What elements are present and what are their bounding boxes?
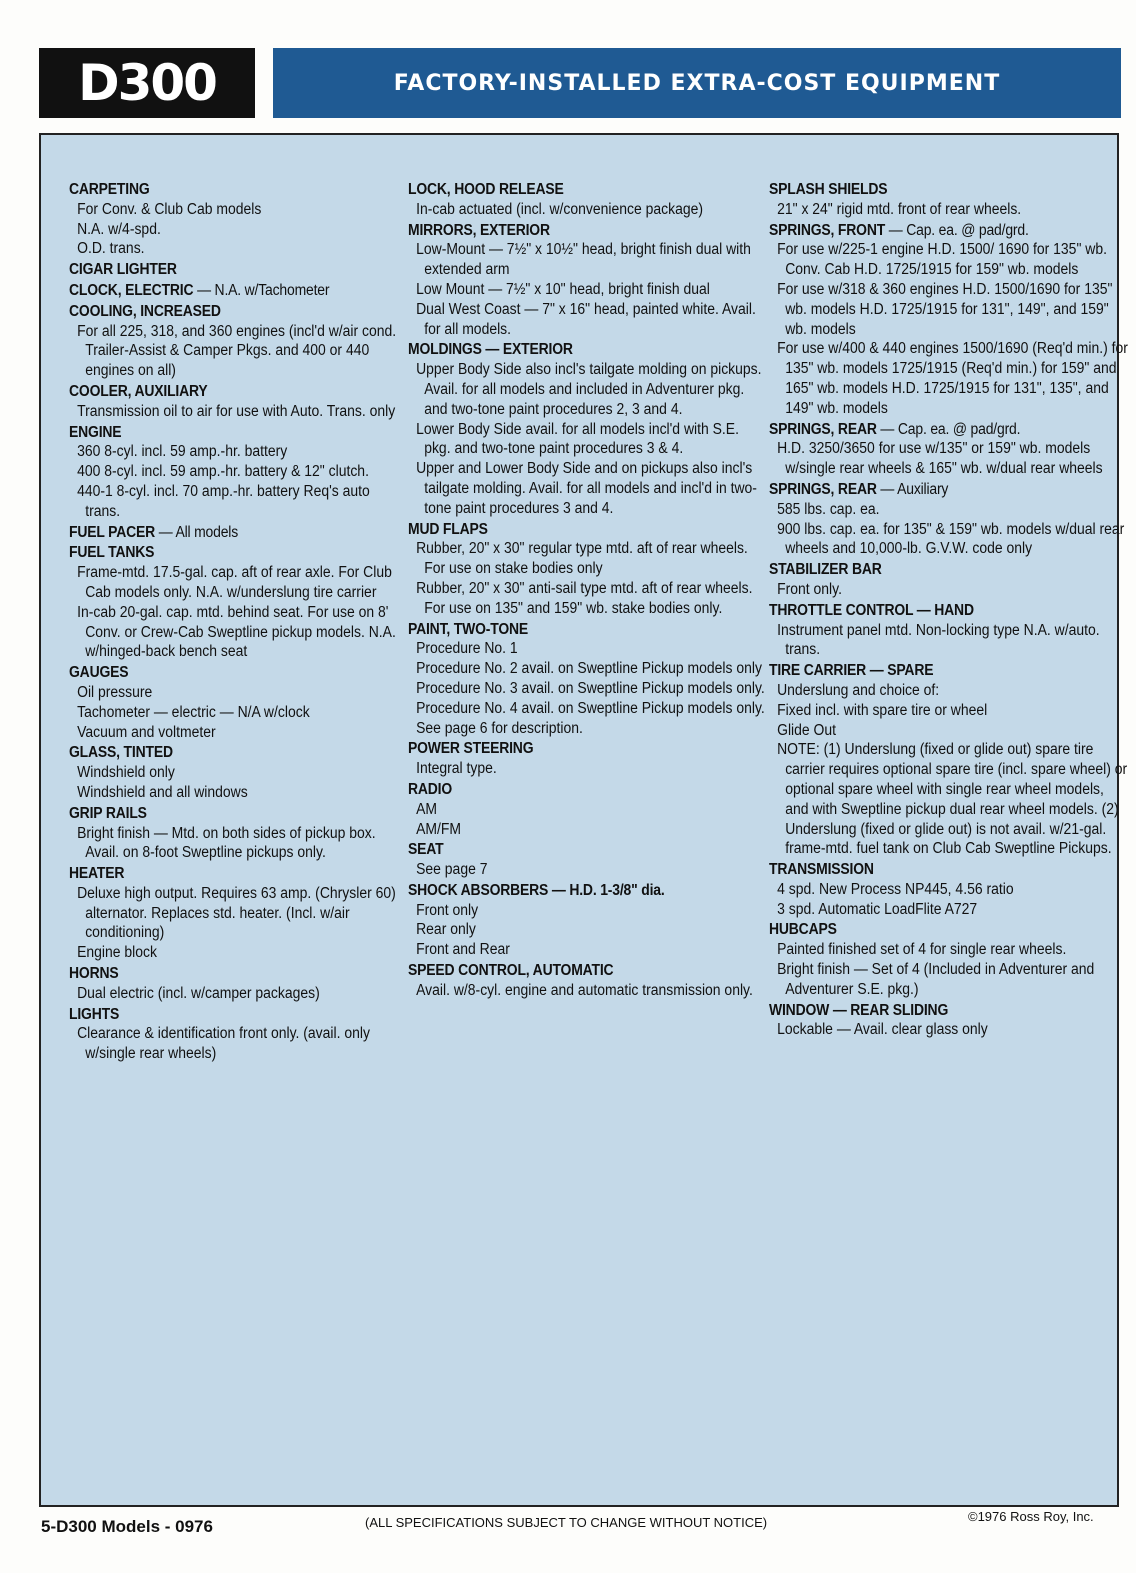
section-title-text: GRIP RAILS [69,804,147,822]
column-1 [69,179,397,1064]
section-title-text: COOLING, INCREASED [69,302,221,320]
section-title-text: CIGAR LIGHTER [69,261,177,279]
section-entry: N.A. w/4-spd. [77,220,161,238]
section-entry: Bright finish — Mtd. on both sides of pickup box. Avail. on 8-foot Sweptline pickups only. [77,824,376,862]
section-entry: Low-Mount — 7½" x 10½" head, bright finish dual with extended arm [416,241,751,279]
section-title [69,864,357,884]
section-entry: Low Mount — 7½" x 10" head, bright finish dual [416,280,710,298]
section-entry: 4 spd. New Process NP445, 4.56 ratio [777,880,1014,898]
section-entry: Glide Out [777,721,837,739]
section-entry: Fixed incl. with spare tire or wheel [777,701,988,719]
section-title [408,520,719,540]
section-title-text: SPRINGS, FRONT [769,221,886,239]
section-title-text: LOCK, HOOD RELEASE [408,181,564,198]
section-entry: Procedure No. 1 [416,640,518,658]
section-entry: Painted finished set of 4 for single rear wheels. [777,941,1067,959]
section-entry: Oil pressure [77,683,153,701]
section-entry: Front and Rear [416,941,510,959]
section-title-note: — Cap. ea. @ pad/grd. [876,420,1021,438]
section-entry: Procedure No. 2 avail. on Sweptline Pickup models only [416,660,762,678]
section-entry: 585 lbs. cap. ea. [777,500,880,518]
section-entry: Dual electric (incl. w/camper packages) [77,984,320,1002]
section-entry: Transmission oil to air for use with Auto. Trans. only [77,402,396,420]
section-title-text: RADIO [408,780,453,798]
section-entry: Engine block [77,944,157,962]
section-title [69,302,357,322]
section-entry: Underslung and choice of: [777,681,940,699]
section-title-text: HUBCAPS [769,921,837,939]
section-entry: 400 8-cyl. incl. 59 amp.-hr. battery & 12" clutch. [77,463,369,481]
section-entry: 3 spd. Automatic LoadFlite A727 [777,900,978,918]
section-entry: In-cab actuated (incl. w/convenience package) [416,200,704,218]
section-entry: In-cab 20-gal. cap. mtd. behind seat. For use on 8' Conv. or Crew-Cab Sweptline pickup models. N.A. w/hinged-back bench seat [77,603,396,661]
logo-box [39,48,255,118]
section-title [408,180,719,200]
section-entry: Avail. w/8-cyl. engine and automatic transmission only. [416,981,753,999]
section-title-text: SPLASH SHIELDS [769,181,888,198]
section-title [408,780,719,800]
section-title-text: FUEL PACER [69,523,156,541]
section-title [769,661,1080,681]
section-entry: Clearance & identification front only. (avail. only w/single rear wheels) [77,1025,370,1063]
section-title-text: SPRINGS, REAR [769,420,877,438]
section-title-text: SEAT [408,841,444,859]
section-title [769,601,1080,621]
section-entry: Lockable — Avail. clear glass only [777,1021,988,1039]
section-entry: 360 8-cyl. incl. 59 amp.-hr. battery [77,443,288,461]
section-entry: Rubber, 20" x 30" anti-sail type mtd. aft of rear wheels. For use on 135" and 159" wb. stake bodies only. [416,579,753,617]
section-title [408,739,719,759]
section-entry: For use w/225-1 engine H.D. 1500/ 1690 for 135" wb. Conv. Cab H.D. 1725/1915 for 159" wb. models [777,241,1107,279]
section-entry: For all 225, 318, and 360 engines (incl'd w/air cond. Trailer-Assist & Camper Pkgs. and 400 or 440 engines on all) [77,322,397,380]
section-title-text: PAINT, TWO-TONE [408,620,529,638]
section-title-note: — Cap. ea. @ pad/grd. [885,221,1029,239]
section-entry: Instrument panel mtd. Non-locking type N.A. w/auto. trans. [777,621,1100,659]
section-entry: Lower Body Side avail. for all models incl'd with S.E. pkg. and two-tone paint procedures 3 & 4. [416,420,739,458]
section-entry: Rubber, 20" x 30" regular type mtd. aft of rear wheels. For use on stake bodies only [416,540,748,578]
section-title-text: TRANSMISSION [769,861,874,879]
section-title-text: FUEL TANKS [69,544,155,562]
section-title-text: TIRE CARRIER — SPARE [769,662,934,680]
section-entry: Integral type. [416,760,497,778]
model-logo: D300 [78,54,216,112]
section-title [408,881,719,901]
section-title [408,340,719,360]
section-title-text: HORNS [69,965,119,983]
column-2 [408,179,765,1001]
section-entry: Bright finish — Set of 4 (Included in Adventurer and Adventurer S.E. pkg.) [777,961,1095,998]
section-title-text: COOLER, AUXILIARY [69,382,208,400]
section-title-text: SHOCK ABSORBERS — H.D. 1-3/8" dia. [408,881,665,899]
section-title-note: — N.A. w/Tachometer [193,281,330,299]
section-entry: Frame-mtd. 17.5-gal. cap. aft of rear axle. For Club Cab models only. N.A. w/underslung tire carrier [77,564,392,601]
section-entry: Front only [416,901,479,919]
section-title-text: MUD FLAPS [408,520,488,538]
section-title-text: LIGHTS [69,1005,120,1023]
copyright: ©1976 Ross Roy, Inc. [968,1509,1094,1524]
section-entry: For use w/400 & 440 engines 1500/1690 (Req'd min.) for 135" wb. models 1725/1915 (Req'd min.) for 159" and 165" wb. models H.D. 1725/1915 for 131", 135", and 149" wb. models [777,340,1128,417]
section-title [69,180,357,200]
section-title [769,420,1080,440]
section-entry: H.D. 3250/3650 for use w/135" or 159" wb. models w/single rear wheels & 165" wb. w/dual rear wheels [777,440,1103,478]
section-title [408,221,719,241]
section-title [69,260,357,280]
section-entry: Vacuum and voltmeter [77,723,216,741]
section-title [769,920,1080,940]
section-title [769,480,1080,500]
section-title [769,860,1080,880]
section-title [69,804,357,824]
section-title [69,964,357,984]
section-title-note: — Auxiliary [876,480,949,498]
section-title [69,663,357,683]
section-entry: 440-1 8-cyl. incl. 70 amp.-hr. battery Req's auto trans. [77,482,370,520]
section-entry: Upper and Lower Body Side and on pickups also incl's tailgate molding. Avail. for all models and incl'd in two-tone paint procedures 3 and 4. [416,460,757,517]
section-entry: Front only. [777,580,842,598]
section-title [69,382,357,402]
section-title [769,560,1080,580]
section-title-text: STABILIZER BAR [769,561,882,579]
section-title-text: SPRINGS, REAR [769,480,877,498]
section-title [69,523,357,543]
section-entry: Dual West Coast — 7" x 16" head, painted white. Avail. for all models. [416,300,756,338]
section-entry: Procedure No. 3 avail. on Sweptline Pickup models only. [416,679,765,697]
section-title [69,423,357,443]
section-entry: NOTE: (1) Underslung (fixed or glide out) spare tire carrier requires optional spare tire (incl. spare wheel) or optional spare wheel with single rear wheel models, and with Sweptline pickup dual rear wheel models. (2) Underslung (fixed or glide out) is not avail. w/21-gal. frame-mtd. fuel tank on Club Cab Sweptline Pickups. [777,741,1128,858]
section-title [769,221,1080,241]
section-title-text: SPEED CONTROL, AUTOMATIC [408,962,614,980]
section-title [69,743,357,763]
section-title-text: CLOCK, ELECTRIC [69,281,194,299]
section-entry: 900 lbs. cap. ea. for 135" & 159" wb. models w/dual rear wheels and 10,000-lb. G.V.W. code only [777,520,1125,558]
section-title-text: ENGINE [69,423,122,441]
equipment-panel [39,133,1128,1507]
section-title-text: MOLDINGS — EXTERIOR [408,341,573,359]
section-title-text: HEATER [69,865,125,883]
section-title [408,840,719,860]
section-title [69,281,357,301]
section-title [408,961,719,981]
section-entry: See page 6 for description. [416,719,583,737]
section-entry: Deluxe high output. Requires 63 amp. (Chrysler 60) alternator. Replaces std. heater. (Incl. w/air conditioning) [77,884,396,942]
section-entry: O.D. trans. [77,240,145,258]
section-entry: See page 7 [416,861,488,879]
section-title-text: CARPETING [69,181,150,198]
section-title-text: GLASS, TINTED [69,744,173,762]
section-title [769,1001,1080,1021]
section-entry: For Conv. & Club Cab models [77,200,262,218]
section-entry: Procedure No. 4 avail. on Sweptline Pickup models only. [416,699,765,717]
section-entry: AM [416,800,438,818]
section-title [408,620,719,640]
section-entry: 21" x 24" rigid mtd. front of rear wheels. [777,200,1022,218]
section-title-text: POWER STEERING [408,740,534,758]
page-title: FACTORY-INSTALLED EXTRA-COST EQUIPMENT [393,70,1001,96]
section-title [69,1005,357,1025]
section-entry: Tachometer — electric — N/A w/clock [77,703,310,721]
column-3 [769,179,1128,1040]
section-entry: Windshield only [77,764,175,782]
section-title-note: — All models [155,523,238,541]
section-title [69,543,357,563]
page-id: 5-D300 Models - 0976 [41,1517,213,1536]
section-entry: Windshield and all windows [77,783,248,801]
header-banner [273,48,1121,118]
section-entry: Rear only [416,921,476,939]
section-title-text: MIRRORS, EXTERIOR [408,221,550,239]
section-title [769,180,1080,200]
section-entry: AM/FM [416,820,462,838]
section-title-text: WINDOW — REAR SLIDING [769,1001,949,1019]
disclaimer-notice: (ALL SPECIFICATIONS SUBJECT TO CHANGE WITHOUT NOTICE) [365,1515,768,1530]
section-entry: For use w/318 & 360 engines H.D. 1500/1690 for 135" wb. models H.D. 1725/1915 for 131", 149", and 159" wb. models [777,280,1113,338]
section-title-text: GAUGES [69,664,129,682]
section-title-text: THROTTLE CONTROL — HAND [769,601,974,619]
section-entry: Upper Body Side also incl's tailgate molding on pickups. Avail. for all models and included in Adventurer pkg. and two-tone paint procedures 2, 3 and 4. [416,361,762,418]
